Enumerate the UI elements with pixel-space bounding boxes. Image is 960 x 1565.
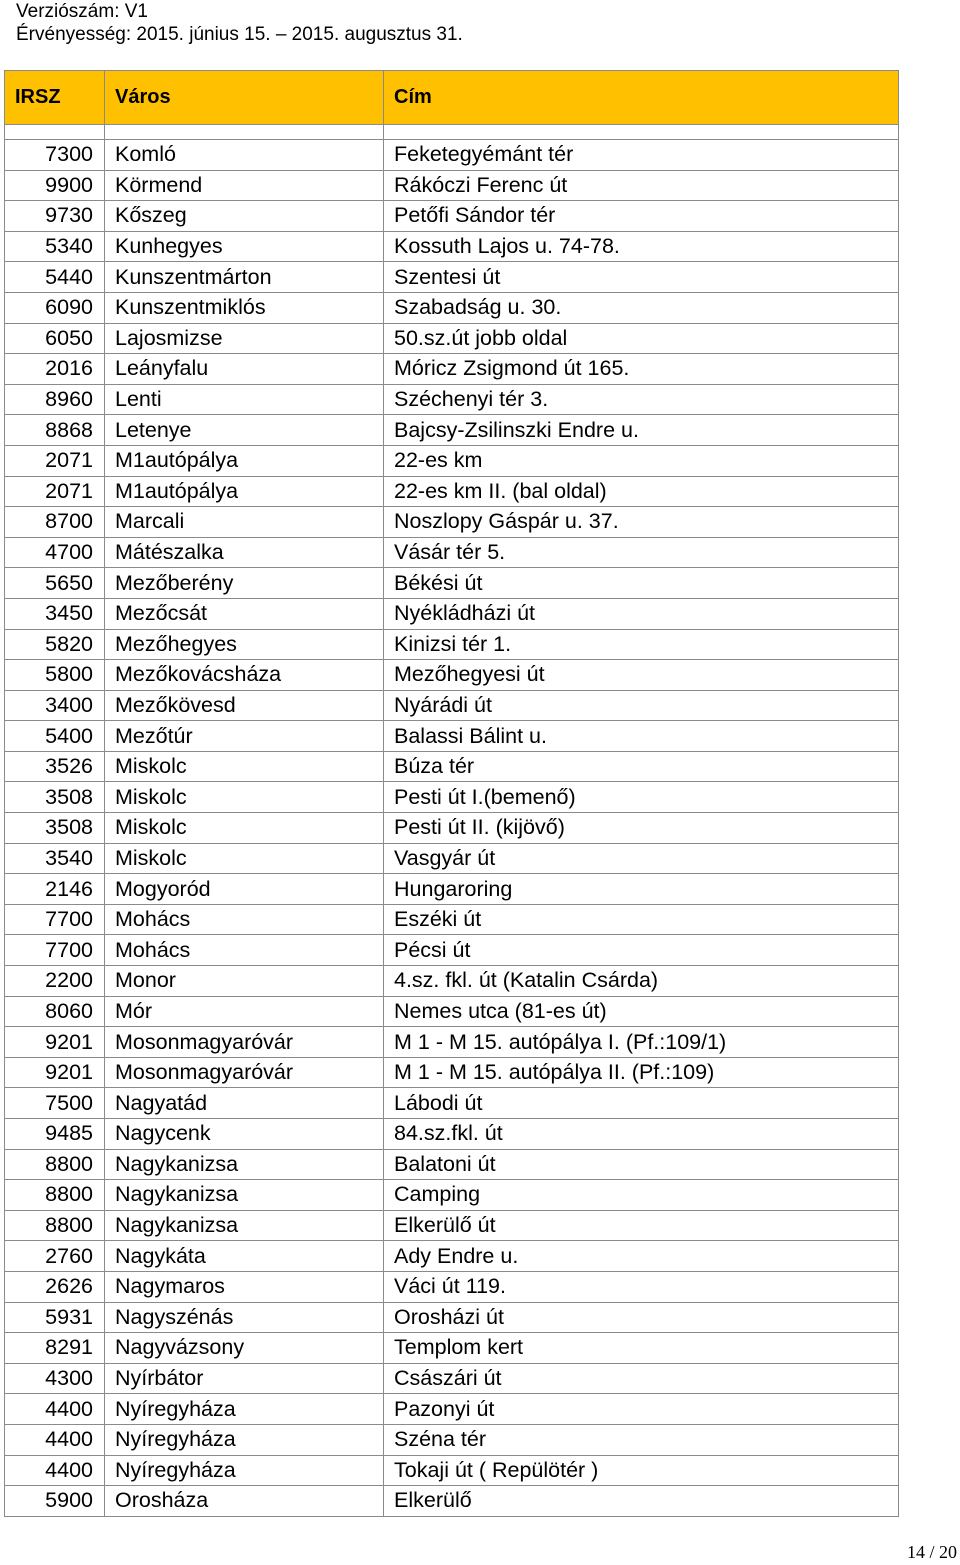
- table-row: [5, 170, 899, 201]
- cell-city: Mátészalka: [105, 537, 384, 568]
- page-number: 14 / 20: [906, 1542, 957, 1562]
- cell-address: Pesti út I.(bemenő): [384, 782, 899, 813]
- table-row: [5, 568, 899, 599]
- cell-city: Nyírbátor: [105, 1363, 384, 1394]
- cell-city: Nyíregyháza: [105, 1424, 384, 1455]
- cell-address: Templom kert: [384, 1333, 899, 1364]
- table-row: [5, 1363, 899, 1394]
- table-row: [5, 1455, 899, 1486]
- cell-zip: 9485: [5, 1119, 105, 1150]
- table-row: [5, 1271, 899, 1302]
- table-row: [5, 537, 899, 568]
- table-row: [5, 1302, 899, 1333]
- table-row: [5, 904, 899, 935]
- table-row: [5, 751, 899, 782]
- cell-zip: 2016: [5, 354, 105, 385]
- cell-city: Nagyszénás: [105, 1302, 384, 1333]
- cell-address: Kinizsi tér 1.: [384, 629, 899, 660]
- cell-city: Kunszentmárton: [105, 262, 384, 293]
- table-row: [5, 966, 899, 997]
- table-row: [5, 721, 899, 752]
- cell-zip: 8800: [5, 1210, 105, 1241]
- table-row: [5, 201, 899, 232]
- table-row: [5, 445, 899, 476]
- table-row: [5, 996, 899, 1027]
- cell-zip: 5440: [5, 262, 105, 293]
- document-header: [16, 0, 463, 46]
- column-header-varos: Város: [105, 71, 384, 125]
- cell-address: Rákóczi Ferenc út: [384, 170, 899, 201]
- cell-zip: 2760: [5, 1241, 105, 1272]
- cell-city: M1autópálya: [105, 445, 384, 476]
- cell-zip: 8868: [5, 415, 105, 446]
- cell-address: Nyékládházi út: [384, 598, 899, 629]
- cell-address: M 1 - M 15. autópálya II. (Pf.:109): [384, 1057, 899, 1088]
- cell-city: Marcali: [105, 507, 384, 538]
- cell-address: Széchenyi tér 3.: [384, 384, 899, 415]
- cell-address: Mezőhegyesi út: [384, 660, 899, 691]
- cell-zip: 3508: [5, 782, 105, 813]
- cell-city: Mór: [105, 996, 384, 1027]
- table-row: [5, 323, 899, 354]
- cell-address: Vásár tér 5.: [384, 537, 899, 568]
- cell-zip: 2626: [5, 1271, 105, 1302]
- cell-address: Elkerülő út: [384, 1210, 899, 1241]
- cell-zip: 9201: [5, 1027, 105, 1058]
- cell-zip: 5340: [5, 231, 105, 262]
- cell-city: Miskolc: [105, 813, 384, 844]
- cell-address: Szentesi út: [384, 262, 899, 293]
- cell-city: Monor: [105, 966, 384, 997]
- cell-zip: 6090: [5, 292, 105, 323]
- cell-city: Kunszentmiklós: [105, 292, 384, 323]
- cell-address: Balassi Bálint u.: [384, 721, 899, 752]
- cell-city: Körmend: [105, 170, 384, 201]
- cell-address: Pécsi út: [384, 935, 899, 966]
- cell-zip: 6050: [5, 323, 105, 354]
- cell-city: Lenti: [105, 384, 384, 415]
- cell-zip: 9900: [5, 170, 105, 201]
- cell-zip: 5400: [5, 721, 105, 752]
- cell-address: 50.sz.út jobb oldal: [384, 323, 899, 354]
- table-row: [5, 1027, 899, 1058]
- cell-address: M 1 - M 15. autópálya I. (Pf.:109/1): [384, 1027, 899, 1058]
- cell-address: Hungaroring: [384, 874, 899, 905]
- cell-city: Nagykanizsa: [105, 1180, 384, 1211]
- cell-city: Kunhegyes: [105, 231, 384, 262]
- cell-city: Mosonmagyaróvár: [105, 1057, 384, 1088]
- cell-city: Nagyvázsony: [105, 1333, 384, 1364]
- cell-city: Leányfalu: [105, 354, 384, 385]
- cell-address: 22-es km II. (bal oldal): [384, 476, 899, 507]
- cell-city: M1autópálya: [105, 476, 384, 507]
- cell-address: Nemes utca (81-es út): [384, 996, 899, 1027]
- validity-label: Érvényesség: 2015. június 15. – 2015. augusztus 31.: [16, 24, 463, 45]
- cell-address: Petőfi Sándor tér: [384, 201, 899, 232]
- table-row: [5, 140, 899, 171]
- cell-city: Mohács: [105, 935, 384, 966]
- cell-address: Békési út: [384, 568, 899, 599]
- cell-city: Mezőberény: [105, 568, 384, 599]
- table-row: [5, 1486, 899, 1517]
- spacer-row: [5, 125, 899, 140]
- cell-city: Lajosmizse: [105, 323, 384, 354]
- cell-address: 22-es km: [384, 445, 899, 476]
- cell-zip: 8800: [5, 1149, 105, 1180]
- table-row: [5, 384, 899, 415]
- cell-city: Kőszeg: [105, 201, 384, 232]
- table-row: [5, 354, 899, 385]
- cell-city: Mogyoród: [105, 874, 384, 905]
- cell-zip: 5900: [5, 1486, 105, 1517]
- cell-zip: 7700: [5, 904, 105, 935]
- table-row: [5, 1333, 899, 1364]
- table-row: [5, 660, 899, 691]
- cell-address: Eszéki út: [384, 904, 899, 935]
- cell-zip: 8960: [5, 384, 105, 415]
- table-row: [5, 507, 899, 538]
- cell-zip: 2071: [5, 445, 105, 476]
- table-row: [5, 1424, 899, 1455]
- cell-city: Miskolc: [105, 843, 384, 874]
- table-row: [5, 1149, 899, 1180]
- cell-zip: 5931: [5, 1302, 105, 1333]
- cell-city: Nagyatád: [105, 1088, 384, 1119]
- cell-city: Mezőtúr: [105, 721, 384, 752]
- cell-zip: 2200: [5, 966, 105, 997]
- cell-zip: 8291: [5, 1333, 105, 1364]
- cell-address: Noszlopy Gáspár u. 37.: [384, 507, 899, 538]
- cell-city: Orosháza: [105, 1486, 384, 1517]
- table-row: [5, 1057, 899, 1088]
- cell-address: Camping: [384, 1180, 899, 1211]
- table-row: [5, 292, 899, 323]
- column-header-irsz: IRSZ: [5, 71, 105, 125]
- cell-zip: 2071: [5, 476, 105, 507]
- cell-address: 84.sz.fkl. út: [384, 1119, 899, 1150]
- table-row: [5, 231, 899, 262]
- cell-zip: 2146: [5, 874, 105, 905]
- table-row: [5, 1394, 899, 1425]
- cell-city: Nagykáta: [105, 1241, 384, 1272]
- cell-city: Mosonmagyaróvár: [105, 1027, 384, 1058]
- cell-zip: 5820: [5, 629, 105, 660]
- cell-city: Nagykanizsa: [105, 1210, 384, 1241]
- cell-zip: 3540: [5, 843, 105, 874]
- cell-city: Letenye: [105, 415, 384, 446]
- table-row: [5, 1088, 899, 1119]
- cell-address: Császári út: [384, 1363, 899, 1394]
- cell-address: Váci út 119.: [384, 1271, 899, 1302]
- cell-city: Nagykanizsa: [105, 1149, 384, 1180]
- table-row: [5, 782, 899, 813]
- cell-zip: 8060: [5, 996, 105, 1027]
- cell-zip: 7300: [5, 140, 105, 171]
- cell-city: Miskolc: [105, 751, 384, 782]
- table-row: [5, 1241, 899, 1272]
- cell-address: Tokaji út ( Repülötér ): [384, 1455, 899, 1486]
- table-row: [5, 262, 899, 293]
- cell-zip: 4400: [5, 1394, 105, 1425]
- cell-zip: 4700: [5, 537, 105, 568]
- cell-address: Szabadság u. 30.: [384, 292, 899, 323]
- cell-address: Ady Endre u.: [384, 1241, 899, 1272]
- table-row: [5, 690, 899, 721]
- cell-zip: 3526: [5, 751, 105, 782]
- cell-city: Mezőkövesd: [105, 690, 384, 721]
- cell-zip: 3508: [5, 813, 105, 844]
- table-row: [5, 935, 899, 966]
- table-header-row: [5, 71, 899, 125]
- cell-city: Mezőkovácsháza: [105, 660, 384, 691]
- cell-city: Nagymaros: [105, 1271, 384, 1302]
- cell-city: Nyíregyháza: [105, 1394, 384, 1425]
- table-row: [5, 813, 899, 844]
- table-row: [5, 874, 899, 905]
- cell-address: Búza tér: [384, 751, 899, 782]
- cell-zip: 9201: [5, 1057, 105, 1088]
- cell-city: Mezőhegyes: [105, 629, 384, 660]
- cell-address: Balatoni út: [384, 1149, 899, 1180]
- table-row: [5, 843, 899, 874]
- cell-city: Mezőcsát: [105, 598, 384, 629]
- column-header-cim: Cím: [384, 71, 899, 125]
- table-row: [5, 1210, 899, 1241]
- cell-address: Pesti út II. (kijövő): [384, 813, 899, 844]
- cell-city: Nagycenk: [105, 1119, 384, 1150]
- cell-zip: 5800: [5, 660, 105, 691]
- cell-address: Nyárádi út: [384, 690, 899, 721]
- cell-address: Móricz Zsigmond út 165.: [384, 354, 899, 385]
- table-body: [5, 125, 899, 1517]
- cell-zip: 7700: [5, 935, 105, 966]
- cell-address: 4.sz. fkl. út (Katalin Csárda): [384, 966, 899, 997]
- version-label: Verziószám: V1: [16, 1, 148, 22]
- cell-zip: 9730: [5, 201, 105, 232]
- cell-city: Nyíregyháza: [105, 1455, 384, 1486]
- cell-address: Bajcsy-Zsilinszki Endre u.: [384, 415, 899, 446]
- cell-zip: 8700: [5, 507, 105, 538]
- cell-city: Komló: [105, 140, 384, 171]
- cell-zip: 4300: [5, 1363, 105, 1394]
- cell-zip: 4400: [5, 1455, 105, 1486]
- table-row: [5, 1180, 899, 1211]
- cell-address: Feketegyémánt tér: [384, 140, 899, 171]
- cell-zip: 7500: [5, 1088, 105, 1119]
- table-row: [5, 476, 899, 507]
- cell-zip: 3450: [5, 598, 105, 629]
- cell-address: Vasgyár út: [384, 843, 899, 874]
- table-row: [5, 629, 899, 660]
- cell-city: Mohács: [105, 904, 384, 935]
- table-row: [5, 1119, 899, 1150]
- cell-address: Lábodi út: [384, 1088, 899, 1119]
- table-row: [5, 598, 899, 629]
- cell-address: Orosházi út: [384, 1302, 899, 1333]
- cell-zip: 4400: [5, 1424, 105, 1455]
- cell-address: Széna tér: [384, 1424, 899, 1455]
- cell-zip: 5650: [5, 568, 105, 599]
- address-table: [4, 70, 899, 1517]
- cell-zip: 3400: [5, 690, 105, 721]
- cell-address: Pazonyi út: [384, 1394, 899, 1425]
- cell-address: Elkerülő: [384, 1486, 899, 1517]
- cell-zip: 8800: [5, 1180, 105, 1211]
- cell-address: Kossuth Lajos u. 74-78.: [384, 231, 899, 262]
- cell-city: Miskolc: [105, 782, 384, 813]
- table-row: [5, 415, 899, 446]
